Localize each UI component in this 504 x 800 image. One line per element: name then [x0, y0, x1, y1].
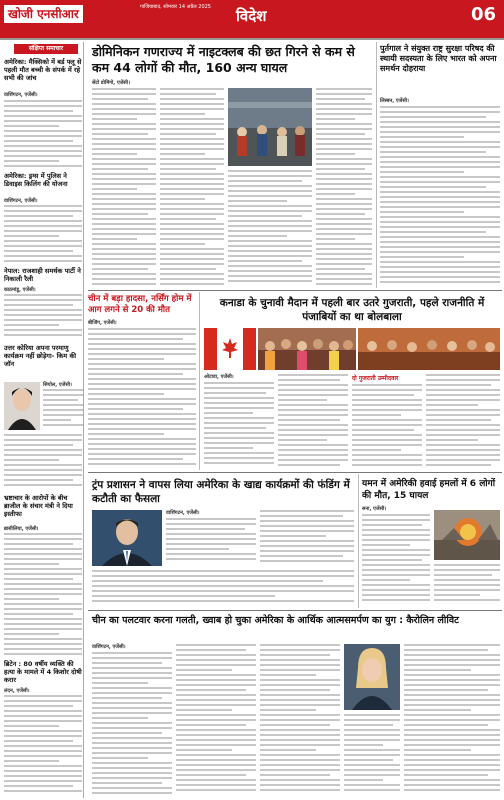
brief-body — [4, 294, 82, 342]
trump-official-photo — [92, 510, 162, 566]
section-title: विदेश — [236, 7, 267, 25]
masthead-rule — [0, 38, 504, 40]
trump-body-col3 — [92, 570, 354, 606]
brief-byline: वाशिंगटन, एजेंसी। — [4, 198, 38, 204]
canada-body-col4 — [426, 374, 500, 470]
lead-body-col3 — [228, 170, 312, 288]
canada-headline: कनाडा के चुनावी मैदान में पहली बार उतरे गुजराती, पहले राजनीति में पंजाबियों का था बोलबाला — [219, 297, 485, 323]
portugal-headline: पुर्तगाल ने संयुक्त राष्ट्र सुरक्षा परिषद की स्थायी सदस्यता के लिए भारत को अपना समर्थन दोहराया — [380, 44, 497, 73]
brief-body — [43, 389, 83, 431]
trump-byline: वाशिंगटन, एजेंसी। — [166, 510, 200, 516]
rail-tag: संक्षिप्त समाचार — [14, 44, 78, 54]
brief-headline: अमेरिका: ड्रग्स में पुलिस ने डिवाइस किलिंग की योजना — [4, 172, 68, 188]
yemen-headline: यमन में अमेरिकी हवाई हमलों में 6 लोगों की मौत, 15 घायल — [362, 479, 496, 501]
brief-body — [4, 533, 82, 657]
canada-crowd-photo — [258, 328, 356, 370]
column-divider — [376, 42, 377, 288]
news-brief-rail — [2, 42, 84, 798]
bottom-body-col4 — [344, 714, 400, 796]
portugal-body — [380, 106, 500, 288]
lead-headline: डोमिनिकन गणराज्य में नाइटक्लब की छत गिरने से कम से कम 44 लोगों की मौत, 160 अन्य घायल — [92, 44, 355, 75]
brief-headline: ब्रिटेन : 80 वर्षीय व्यक्ति की हत्या के मामले में 4 किशोर दोषी करार — [4, 660, 82, 684]
brief-body — [4, 695, 82, 795]
yemen-byline: सना, एजेंसी। — [362, 506, 387, 512]
bottom-body-col1 — [92, 652, 172, 796]
yemen-body-col2 — [434, 564, 500, 606]
china-byline: बीजिंग, एजेंसी। — [88, 320, 117, 326]
brief-byline: ब्रासीलिया, एजेंसी। — [4, 526, 39, 532]
kim-yo-jong-photo — [4, 382, 40, 430]
trump-body-col2 — [260, 510, 354, 566]
brief-body — [4, 205, 82, 265]
canada-body-col3 — [352, 384, 422, 470]
bottom-byline: वाशिंगटन, एजेंसी। — [92, 644, 126, 650]
brief-body — [4, 100, 82, 170]
bottom-body-col5 — [404, 644, 500, 796]
bottom-headline: चीन का पलटवार करना गलती, ख्वाब हो चुका अमेरिका के आर्थिक आत्मसमर्पण का युग : कैरोलिन लीविट — [92, 615, 459, 626]
masthead — [0, 0, 504, 38]
bottom-body-col2 — [176, 644, 256, 796]
brief-byline: वाशिंगटन, एजेंसी। — [4, 92, 38, 98]
brief-headline: नेपाल: राजशाही समर्थक पार्टी ने निकाली रैली — [4, 267, 81, 283]
section-rule — [88, 290, 502, 291]
nightclub-rescue-photo — [228, 88, 312, 166]
bottom-body-col3 — [260, 644, 340, 796]
karoline-leavitt-photo — [344, 644, 400, 710]
column-divider — [199, 292, 200, 470]
yemen-strike-photo — [434, 510, 500, 560]
section-rule — [88, 610, 502, 611]
china-body — [88, 328, 196, 468]
brief-headline: अमेरिका: मैक्सिको में बर्ड फ्लू से पहली मौत बच्ची के संपर्क में रहे सभी की जांच — [4, 58, 82, 82]
section-rule — [88, 472, 502, 473]
lead-body-col4 — [316, 88, 372, 288]
column-divider — [358, 474, 359, 608]
brand-logo: खोजी एनसीआर — [4, 5, 83, 23]
lead-body-col1 — [92, 88, 156, 288]
trump-body-col1 — [166, 518, 256, 566]
canada-rally-photo — [358, 328, 500, 370]
brief-headline: भ्रष्टाचार के आरोपों के बीच ब्राजील के संचार मंत्री ने दिया इस्तीफा — [4, 494, 73, 518]
brief-body — [4, 434, 82, 492]
dateline: गाजियाबाद, सोमवार 14 अप्रैल 2025 — [140, 4, 211, 10]
canada-body-col1 — [204, 382, 274, 470]
canada-flag-photo — [204, 328, 256, 370]
lead-body-col2 — [160, 88, 224, 288]
china-headline: चीन में बड़ा हादसा, नर्सिंग होम में आग लगने से 20 की मौत — [88, 294, 192, 315]
trump-headline: ट्रंप प्रशासन ने वापस लिया अमेरिका के खाद्य कार्यक्रमों की फंडिंग में कटौती का फैसला — [92, 479, 350, 505]
canada-subhead: दो गुजराती उम्मीदवार — [352, 375, 399, 382]
brief-headline: उत्तर कोरिया अपना परमाणु कार्यक्रम नहीं छोड़ेगा- किम की जॉन — [4, 344, 77, 368]
canada-byline: ओटावा, एजेंसी। — [204, 374, 234, 380]
portugal-byline: लिस्बन, एजेंसी। — [380, 98, 409, 104]
brief-byline: लंदन, एजेंसी। — [4, 688, 30, 694]
brief-byline: सियोल, एजेंसी। — [43, 382, 72, 388]
canada-body-col2 — [278, 374, 348, 470]
brief-byline: काठमांडू, एजेंसी। — [4, 287, 36, 293]
yemen-body-col1 — [362, 514, 430, 606]
page-number: 06 — [470, 4, 496, 25]
lead-byline: सेंटो डोमिंगो, एजेंसी। — [92, 80, 130, 86]
